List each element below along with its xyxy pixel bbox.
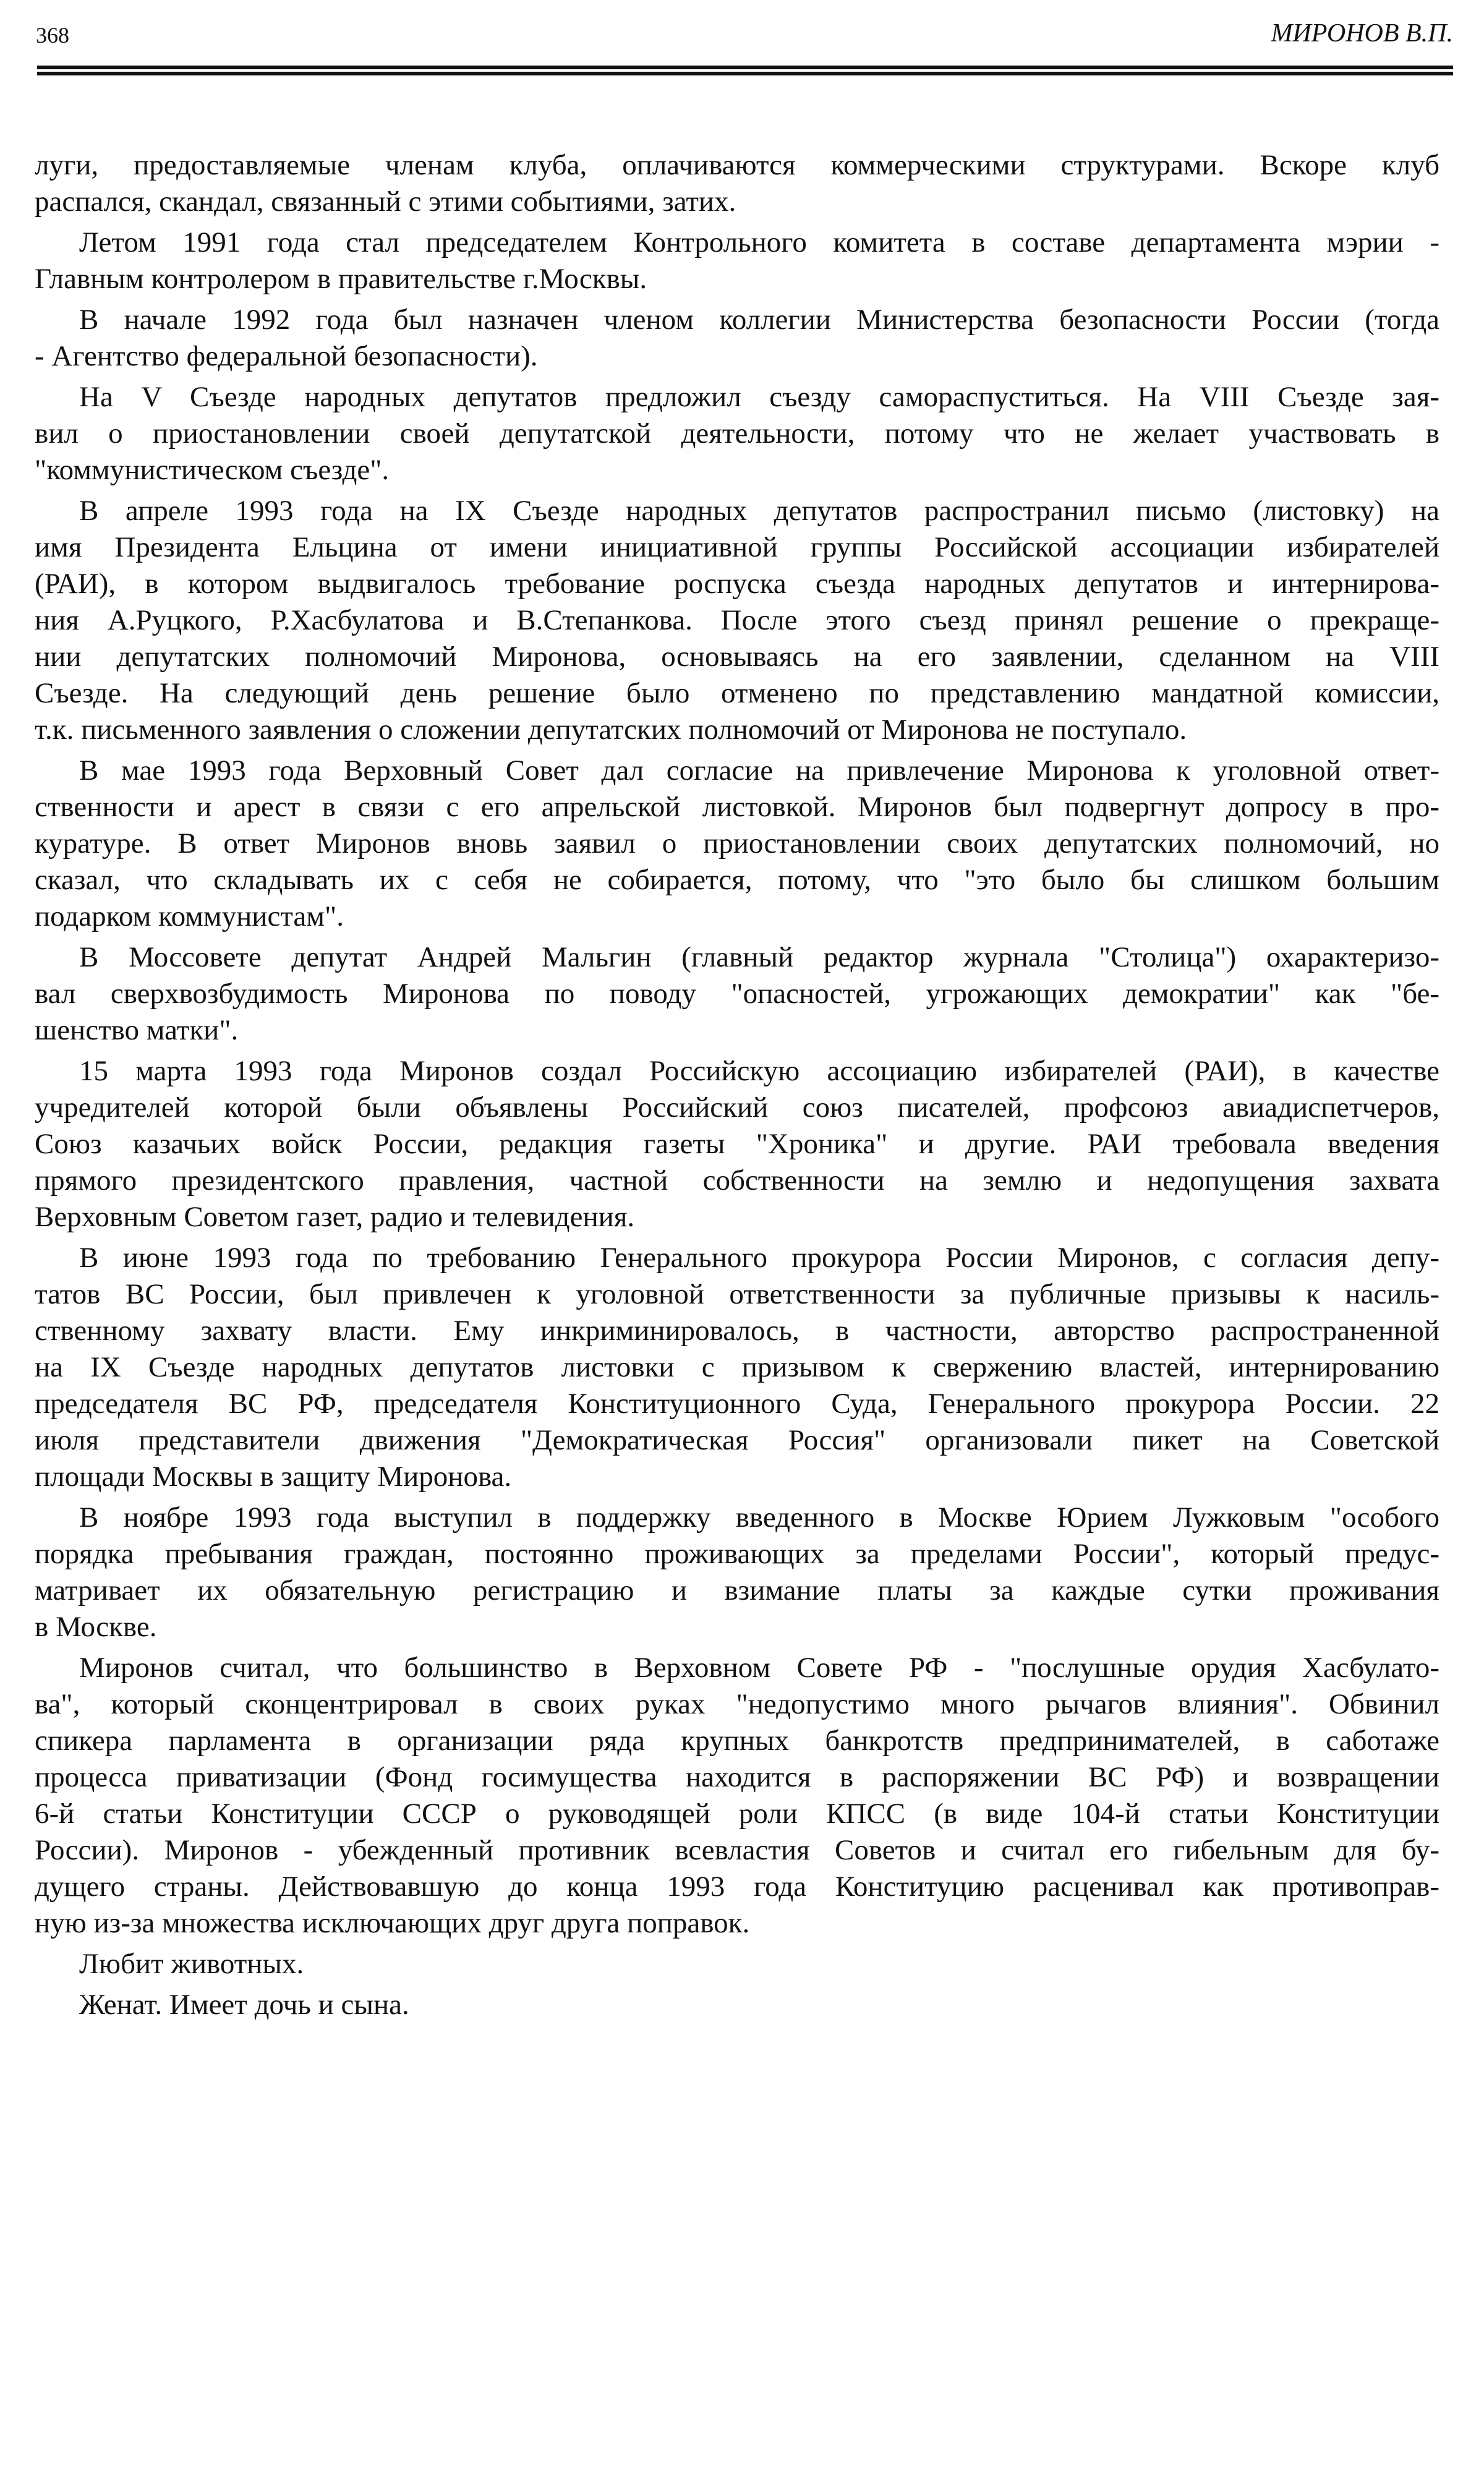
text-line: ния А.Руцкого, Р.Хасбулатова и В.Степанкова. После этого съезд принял решение о прекраще- [35, 604, 1439, 636]
paragraph [35, 493, 1439, 748]
article-body [35, 147, 1439, 2028]
text-line: татов ВС России, был привлечен к уголовной ответственности за публичные призывы к насиль- [35, 1278, 1439, 1310]
text-line: В мае 1993 года Верховный Совет дал согласие на привлечение Миронова к уголовной ответ- [79, 754, 1439, 787]
text-line: учредителей которой были объявлены Российский союз писателей, профсоюз авиадиспетчеров, [35, 1091, 1439, 1124]
paragraph [35, 753, 1439, 935]
text-line: ва", который сконцентрировал в своих руках "недопустимо много рычагов влияния". Обвинил [35, 1688, 1439, 1720]
text-line: председателя ВС РФ, председателя Конституционного Суда, Генерального прокурора России. 22 [35, 1388, 1439, 1420]
text-line: Съезде. На следующий день решение было отменено по представлению мандатной комиссии, [35, 677, 1439, 709]
paragraph [35, 147, 1439, 220]
header-rule-thick [37, 66, 1453, 69]
text-line: куратуре. В ответ Миронов вновь заявил о приостановлении своих депутатских полномочий, но [35, 827, 1439, 860]
paragraph [35, 1053, 1439, 1235]
text-line: луги, предоставляемые членам клуба, оплачиваются коммерческими структурами. Вскоре клуб [35, 149, 1439, 181]
text-line: В Моссовете депутат Андрей Мальгин (главный редактор журнала "Столица") охарактеризо- [79, 941, 1439, 973]
text-line: спикера парламента в организации ряда крупных банкротств предпринимателей, в саботаже [35, 1725, 1439, 1757]
running-head: МИРОНОВ В.П. [1271, 19, 1453, 48]
text-line: В ноябре 1993 года выступил в поддержку введенного в Москве Юрием Лужковым "особого [79, 1501, 1439, 1534]
text-line: Любит животных. [79, 1948, 304, 1980]
text-line: дущего страны. Действовавшую до конца 1993 года Конституцию расценивал как противоправ- [35, 1871, 1439, 1903]
paragraph [35, 1500, 1439, 1645]
text-line: ную из-за множества исключающих друг друга поправок. [35, 1907, 750, 1939]
text-line: Союз казачьих войск России, редакция газеты "Хроника" и другие. РАИ требовала введения [35, 1128, 1439, 1160]
paragraph [35, 1987, 1439, 2023]
text-line: т.к. письменного заявления о сложении депутатских полномочий от Миронова не поступало. [35, 714, 1187, 746]
text-line: На V Съезде народных депутатов предложил съезду самораспуститься. На VIII Съезде зая- [79, 381, 1439, 413]
text-line: Женат. Имеет дочь и сына. [79, 1989, 409, 2021]
text-line: шенство матки". [35, 1014, 239, 1046]
text-line: на IX Съезде народных депутатов листовки с призывом к свержению властей, интернированию [35, 1351, 1439, 1383]
text-line: ственности и арест в связи с его апрельской листовкой. Миронов был подвергнут допросу в про- [35, 791, 1439, 823]
text-line: прямого президентского правления, частной собственности на землю и недопущения захвата [35, 1164, 1439, 1197]
text-line: нии депутатских полномочий Миронова, основываясь на его заявлении, сделанном на VIII [35, 641, 1439, 673]
text-line: Миронов считал, что большинство в Верховном Совете РФ - "послушные орудия Хасбулато- [79, 1652, 1439, 1684]
paragraph [35, 379, 1439, 489]
text-line: площади Москвы в защиту Миронова. [35, 1461, 512, 1493]
text-line: 15 марта 1993 года Миронов создал Российскую ассоциацию избирателей (РАИ), в качестве [79, 1055, 1439, 1087]
text-line: В апреле 1993 года на IX Съезде народных депутатов распространил письмо (листовку) на [79, 495, 1439, 527]
header-rule-thin [37, 72, 1453, 75]
paragraph [35, 302, 1439, 375]
text-line: в Москве. [35, 1611, 157, 1643]
text-line: "коммунистическом съезде". [35, 454, 390, 486]
paragraph [35, 1650, 1439, 1942]
text-line: 6-й статьи Конституции СССР о руководящей роли КПСС (в виде 104-й статьи Конституции [35, 1798, 1439, 1830]
text-line: Главным контролером в правительстве г.Москвы. [35, 263, 647, 295]
text-line: Летом 1991 года стал председателем Контрольного комитета в составе департамента мэрии - [79, 226, 1439, 258]
text-line: подарком коммунистам". [35, 900, 344, 932]
text-line: вил о приостановлении своей депутатской деятельности, потому что не желает участвовать в [35, 417, 1439, 450]
text-line: (РАИ), в котором выдвигалось требование роспуска съезда народных депутатов и интернирова- [35, 568, 1439, 600]
text-line: В начале 1992 года был назначен членом коллегии Министерства безопасности России (тогда [79, 304, 1439, 336]
text-line: Верховным Советом газет, радио и телевидения. [35, 1201, 635, 1233]
text-line: имя Президента Ельцина от имени инициативной группы Российской ассоциации избирателей [35, 531, 1439, 563]
text-line: матривает их обязательную регистрацию и взимание платы за каждые сутки проживания [35, 1574, 1439, 1607]
text-line: ственному захвату власти. Ему инкриминировалось, в частности, авторство распространенной [35, 1315, 1439, 1347]
text-line: распался, скандал, связанный с этими событиями, затих. [35, 186, 736, 218]
text-line: сказал, что складывать их с себя не собирается, потому, что "это было бы слишком большим [35, 864, 1439, 896]
paragraph [35, 1946, 1439, 1982]
text-line: В июне 1993 года по требованию Генерального прокурора России Миронов, с согласия депу- [79, 1242, 1439, 1274]
paragraph [35, 939, 1439, 1049]
text-line: порядка пребывания граждан, постоянно проживающих за пределами России", который предус- [35, 1538, 1439, 1570]
paragraph [35, 1240, 1439, 1495]
text-line: процесса приватизации (Фонд госимущества находится в распоряжении ВС РФ) и возвращении [35, 1761, 1439, 1793]
text-line: июля представители движения "Демократическая Россия" организовали пикет на Советской [35, 1424, 1439, 1456]
page-header [36, 19, 1453, 49]
paragraph [35, 224, 1439, 297]
text-line: вал сверхвозбудимость Миронова по поводу "опасностей, угрожающих демократии" как "бе- [35, 978, 1439, 1010]
text-line: России). Миронов - убежденный противник всевластия Советов и считал его гибельным для бу- [35, 1834, 1439, 1866]
text-line: - Агентство федеральной безопасности). [35, 340, 538, 372]
page-number: 368 [36, 23, 69, 48]
